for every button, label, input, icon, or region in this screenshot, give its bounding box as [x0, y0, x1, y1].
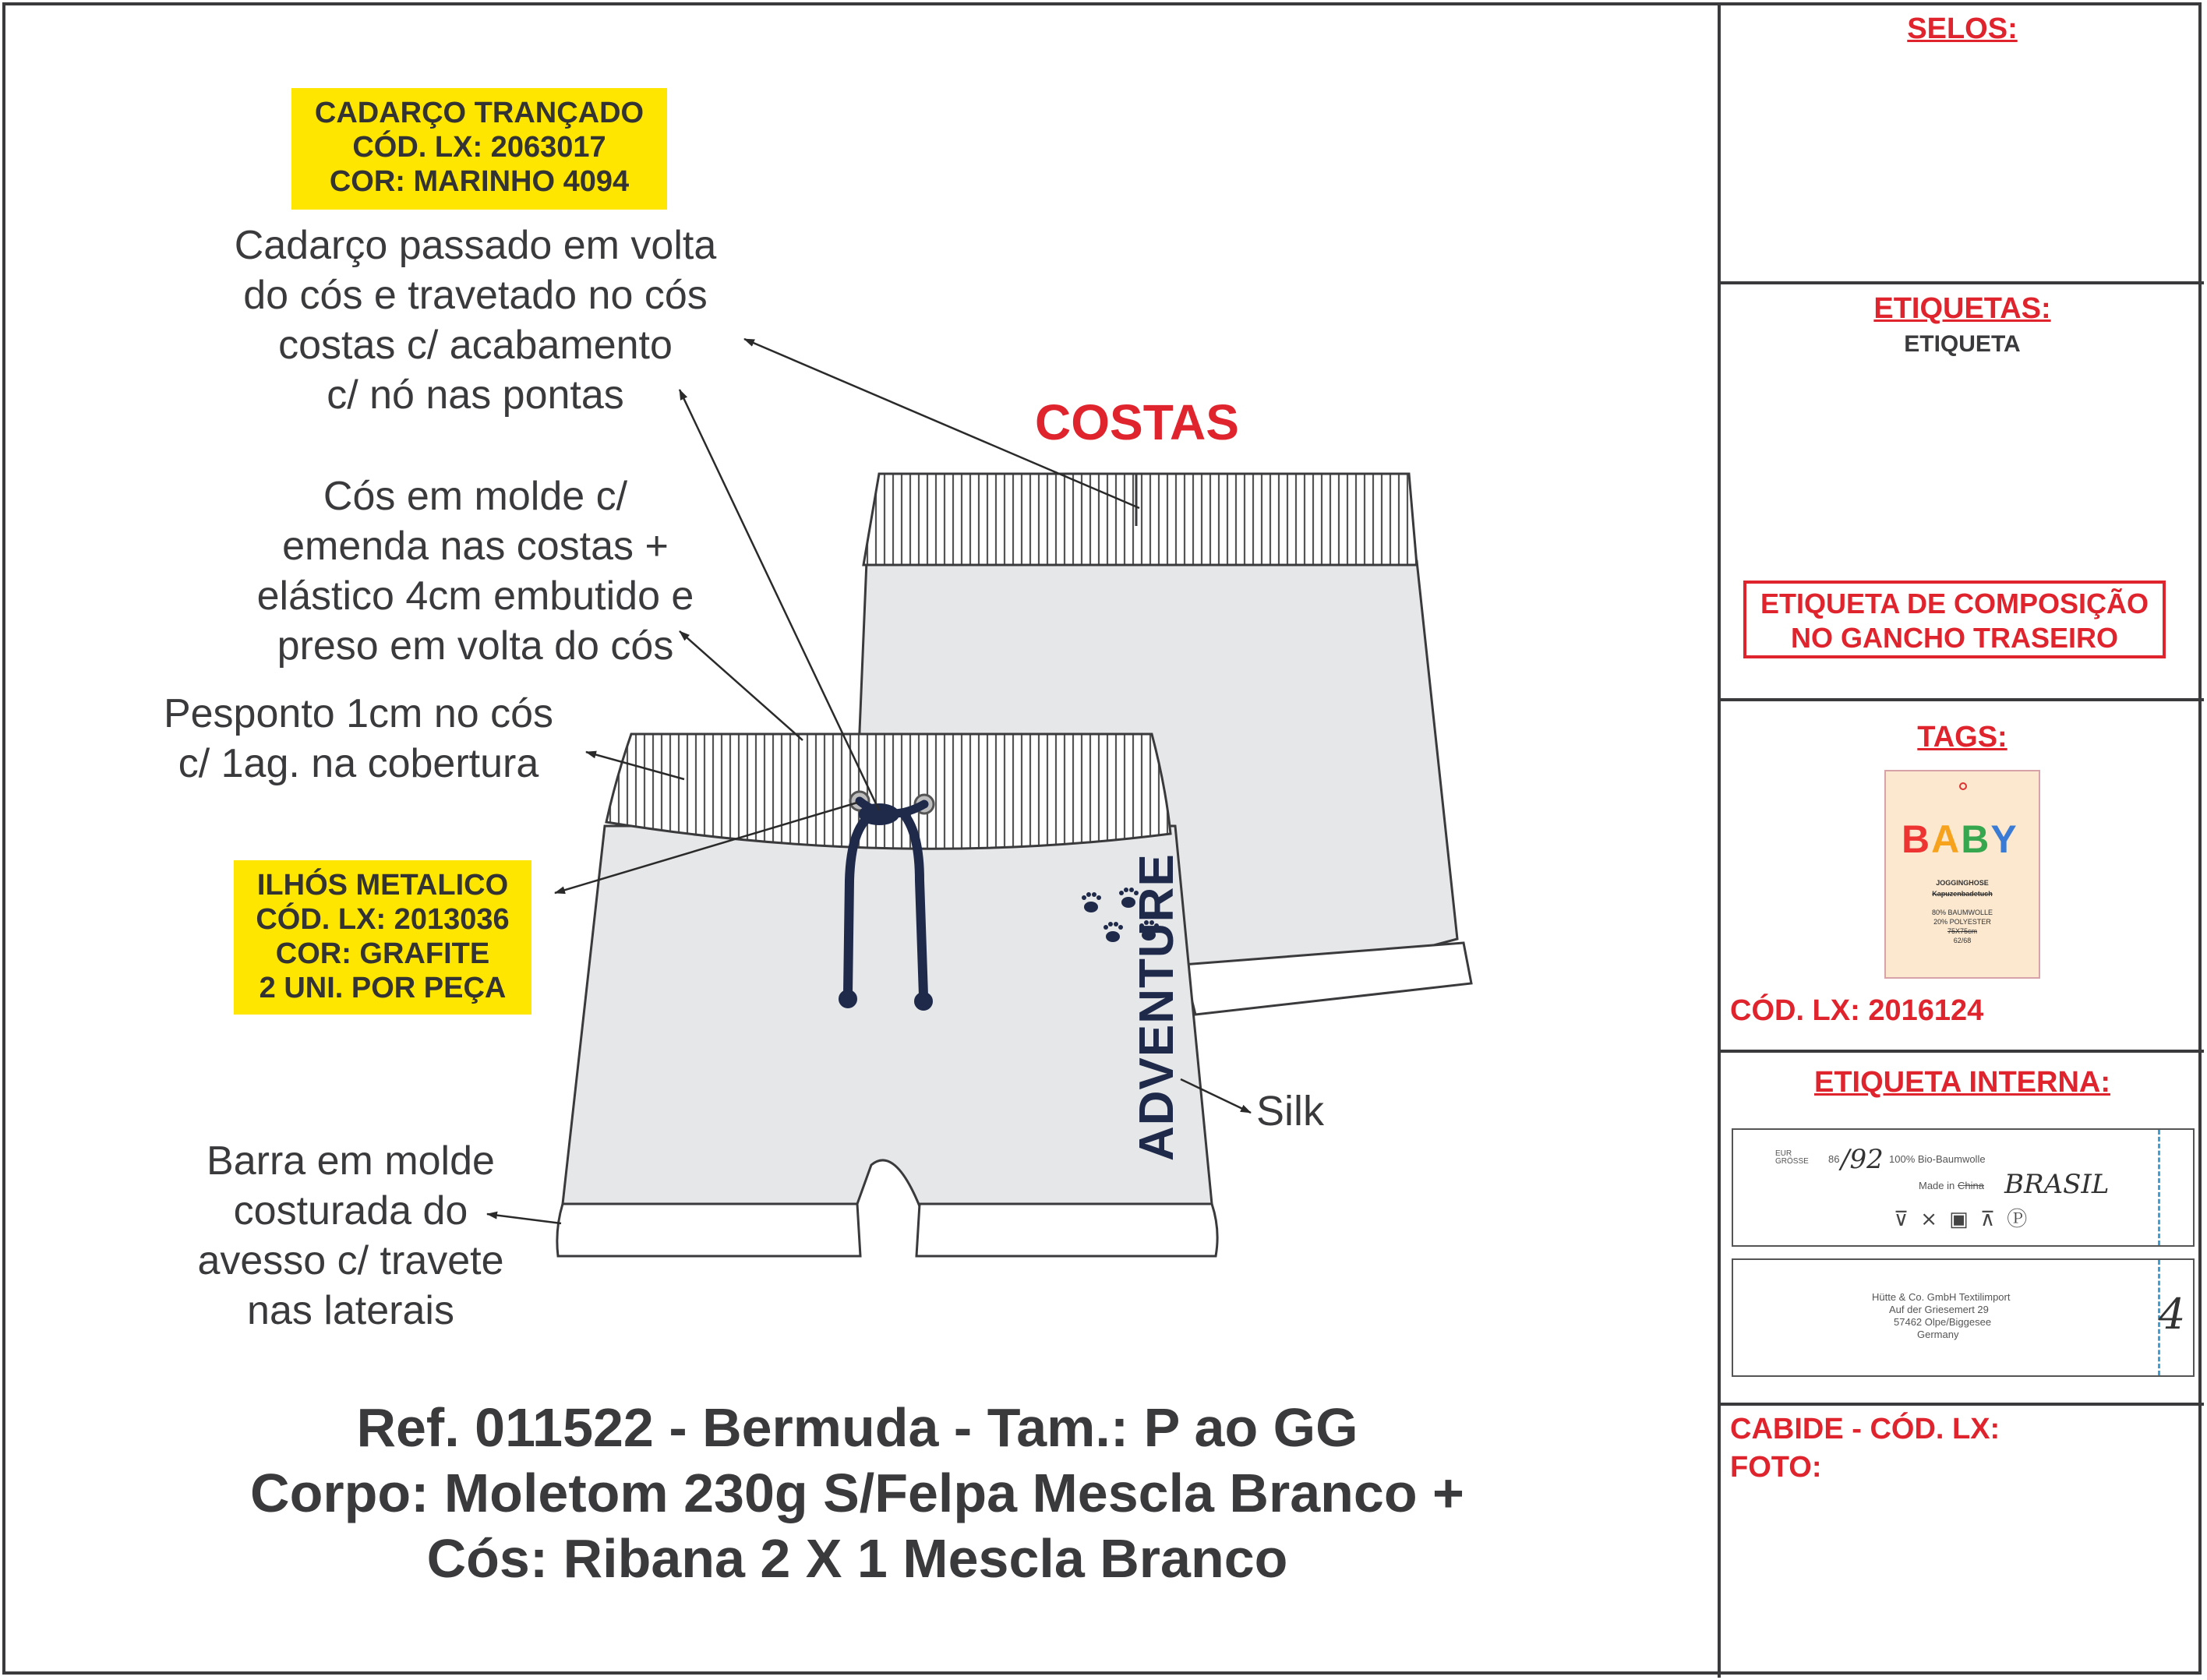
topstitch-note-line: c/ 1ag. na cobertura [178, 741, 539, 786]
waistband-note-line: elástico 4cm embutido e [256, 574, 694, 619]
selos-title: SELOS: [1907, 12, 2018, 45]
eyelet-spec-line: COR: GRAFITE [275, 937, 490, 970]
importer-line: Germany [1917, 1329, 1959, 1340]
label-handwritten-number: 4 [2159, 1290, 2186, 1339]
front-waistband [606, 734, 1171, 849]
cut-line [2158, 1130, 2160, 1245]
tag-brand [1902, 817, 2018, 862]
adventure-print: ADVENTURE [1130, 853, 1184, 1161]
made-in-handwritten: BRASIL [2004, 1169, 2110, 1200]
hem-note-line: costurada do [233, 1188, 468, 1234]
hang-tag [1884, 770, 2040, 979]
tag-line: 62/68 [1953, 937, 1972, 944]
size-handwritten: /92 [1841, 1144, 1884, 1175]
tag-line: Kapuzenbadetuch [1932, 890, 1993, 898]
reference-line: Ref. 011522 - Bermuda - Tam.: P ao GG [356, 1397, 1358, 1458]
cadarco-note-line: Cadarço passado em volta [234, 223, 717, 268]
cadarco-spec-line: COR: MARINHO 4094 [329, 165, 630, 198]
tag-line: 20% POLYESTER [1933, 918, 1991, 926]
front-hem-right [916, 1204, 1217, 1256]
cadarco-note-line: costas c/ acabamento [278, 323, 673, 368]
photo-title: FOTO: [1730, 1451, 1822, 1484]
reference-line: Cós: Ribana 2 X 1 Mescla Branco [426, 1528, 1288, 1589]
cadarco-spec-box [291, 88, 667, 210]
back-waistband [863, 474, 1417, 565]
sidebar-separator-2 [1718, 698, 2204, 701]
composition-line: ETIQUETA DE COMPOSIÇÃO [1760, 588, 2149, 619]
sidebar-separator-1 [1718, 281, 2204, 284]
waistband-note [179, 471, 772, 671]
size-caption: EUR GRÖSSE [1775, 1149, 1809, 1166]
hem-note-line: avesso c/ travete [197, 1238, 504, 1283]
hem-note [117, 1136, 584, 1336]
tags-code: CÓD. LX: 2016124 [1730, 994, 1984, 1027]
cadarco-note-line: c/ nó nas pontas [327, 372, 624, 418]
eyelet-spec-box [234, 860, 531, 1015]
internal-label-2 [1732, 1258, 2195, 1377]
tag-hole [1959, 782, 1967, 790]
care-symbols: ⊽ ⨯ ▣ ⊼ Ⓟ [1894, 1207, 2031, 1230]
waistband-note-line: emenda nas costas + [282, 524, 669, 569]
reference-line: Corpo: Moletom 230g S/Felpa Mescla Branco + [250, 1463, 1464, 1523]
sidebar-separator-4 [1718, 1403, 2204, 1406]
cadarco-note [179, 221, 772, 420]
hanger-code-title: CABIDE - CÓD. LX: [1730, 1413, 2000, 1445]
cadarco-note-line: do cós e travetado no cós [243, 273, 708, 318]
front-body [563, 826, 1212, 1206]
etiquetas-title: ETIQUETAS: [1873, 292, 2051, 325]
composition-line: NO GANCHO TRASEIRO [1790, 622, 2118, 654]
tag-line: 75X75cm [1947, 927, 1978, 935]
importer-line: Hütte & Co. GmbH Textilimport [1872, 1291, 2011, 1303]
tag-line: JOGGINGHOSE [1936, 879, 1989, 887]
size-printed: 86 [1828, 1153, 1840, 1165]
eyelet-spec-line: ILHÓS METALICO [256, 869, 509, 902]
composition-label-box [1743, 581, 2166, 658]
cadarco-spec-line: CÓD. LX: 2063017 [352, 131, 606, 164]
sidebar-separator-3 [1718, 1050, 2204, 1053]
sidebar-divider [1718, 2, 1721, 1678]
topstitch-note-line: Pesponto 1cm no cós [163, 691, 554, 736]
made-in-text: Made in [1919, 1180, 1955, 1191]
product-reference [117, 1395, 1598, 1591]
silk-label: Silk [1256, 1088, 1325, 1135]
made-in-struck: China [1958, 1180, 1984, 1191]
topstitch-note [117, 689, 600, 789]
tag-brand-text: BABY [1902, 817, 2018, 861]
tag-line: 80% BAUMWOLLE [1931, 909, 1993, 916]
cadarco-spec-line: CADARÇO TRANÇADO [314, 97, 644, 129]
importer-line: Auf der Griesemert 29 [1889, 1304, 1989, 1315]
hem-note-line: Barra em molde [207, 1138, 495, 1184]
hem-note-line: nas laterais [247, 1288, 454, 1333]
internal-label-title: ETIQUETA INTERNA: [1814, 1066, 2110, 1099]
internal-label-1 [1732, 1128, 2195, 1247]
waistband-note-line: preso em volta do cós [277, 623, 674, 669]
front-view-shorts [557, 734, 1217, 1256]
eyelet-spec-line: CÓD. LX: 2013036 [256, 903, 510, 936]
eyelet-spec-line: 2 UNI. POR PEÇA [259, 972, 507, 1004]
tags-title: TAGS: [1917, 721, 2007, 754]
importer-line: 57462 Olpe/Biggesee [1894, 1316, 1992, 1328]
back-view-label: COSTAS [1035, 394, 1239, 450]
front-hem-left [557, 1204, 860, 1256]
composition-text: 100% Bio-Baumwolle [1889, 1153, 1986, 1165]
waistband-note-line: Cós em molde c/ [323, 474, 628, 519]
etiquetas-subtitle: ETIQUETA [1904, 331, 2021, 357]
